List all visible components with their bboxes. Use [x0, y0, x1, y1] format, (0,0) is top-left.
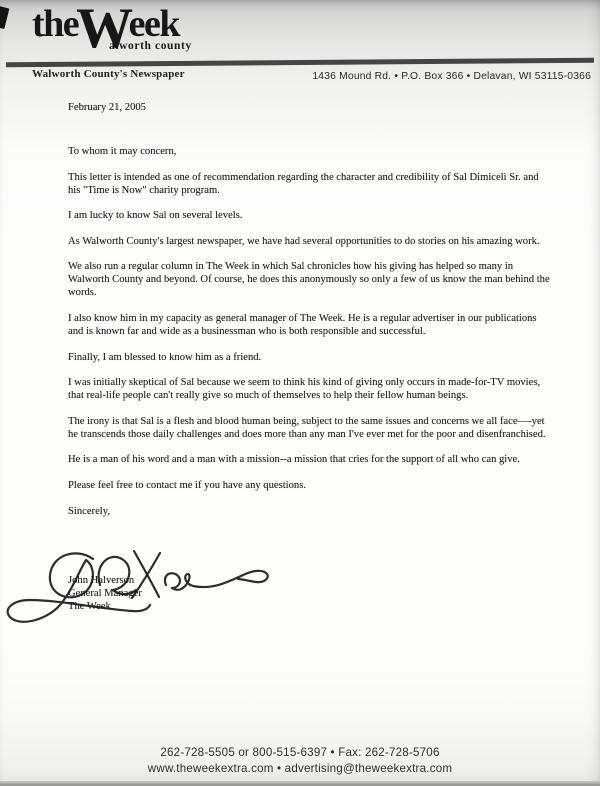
letter-paragraph: I was initially skeptical of Sal because we seem to think his kind of giving only occurs in made-for-TV movies, that real-life people can't really give so much of themselves to help their fellow human beings. [68, 377, 541, 402]
logo-initial-w: W [76, 0, 132, 60]
letter-paragraph: We also run a regular column in The Week in which Sal chronicles how his giving has helped so many in Walworth County and beyond. Of course, he does this anonymously so only a few of us know the man behind the words. [68, 261, 550, 299]
letter-paragraph: The irony is that Sal is a flesh and blood human being, subject to the same issues and concerns we all face—-yet he transcends those daily challenges and does more than any man I've ever met for the poor and disenfranchised. [68, 415, 546, 440]
footer-phone-line: 262-728-5505 or 800-515-6397 • Fax: 262-728-5706 [160, 746, 440, 759]
letter-body [68, 101, 550, 613]
signature [0, 543, 280, 628]
letter-paragraph: I also know him in my capacity as general manager of The Week. He is a regular advertiser in our publications and is known far and wide as a businessman who is both responsible and successful. [68, 312, 537, 337]
logo-text-eek: eek [128, 3, 180, 45]
scan-bottom-edge [0, 781, 600, 786]
logo-text-the: the [32, 3, 79, 45]
newspaper-address: 1436 Mound Rd. • P.O. Box 366 • Delavan, WI 53115-0366 [312, 71, 591, 82]
letter-paragraph: Please feel free to contact me if you have any questions. [68, 479, 306, 491]
signer-organization: The Week [68, 600, 111, 612]
letter-salutation: To whom it may concern, [68, 146, 177, 157]
letter-paragraph: This letter is intended as one of recommendation regarding the character and credibility of Sal Dimiceli Sr. and his "Time is Now" charity program. [68, 171, 539, 196]
letter-date: February 21, 2005 [68, 102, 146, 113]
signer-name: John Halverson [68, 574, 135, 586]
scan-artifact-mark [0, 6, 9, 29]
letter-paragraph: He is a man of his word and a man with a mission--a mission that cries for the support of all who can give. [68, 454, 520, 466]
footer-web-line: www.theweekextra.com • advertising@theweekextra.com [147, 761, 453, 775]
letter-closing: Sincerely, [68, 505, 110, 517]
letter-paragraph: As Walworth County's largest newspaper, we have had several opportunities to do stories on his amazing work. [68, 235, 540, 247]
newspaper-logo [32, 0, 192, 60]
letter-paragraph: Finally, I am blessed to know him as a friend. [68, 351, 262, 363]
letter-paragraph: I am lucky to know Sal on several levels. [68, 210, 243, 222]
signer-title: General Manager [68, 587, 142, 599]
newspaper-tagline: Walworth County's Newspaper [32, 68, 185, 80]
letter-footer [0, 745, 600, 776]
logo-subtext: alworth county [109, 40, 192, 52]
